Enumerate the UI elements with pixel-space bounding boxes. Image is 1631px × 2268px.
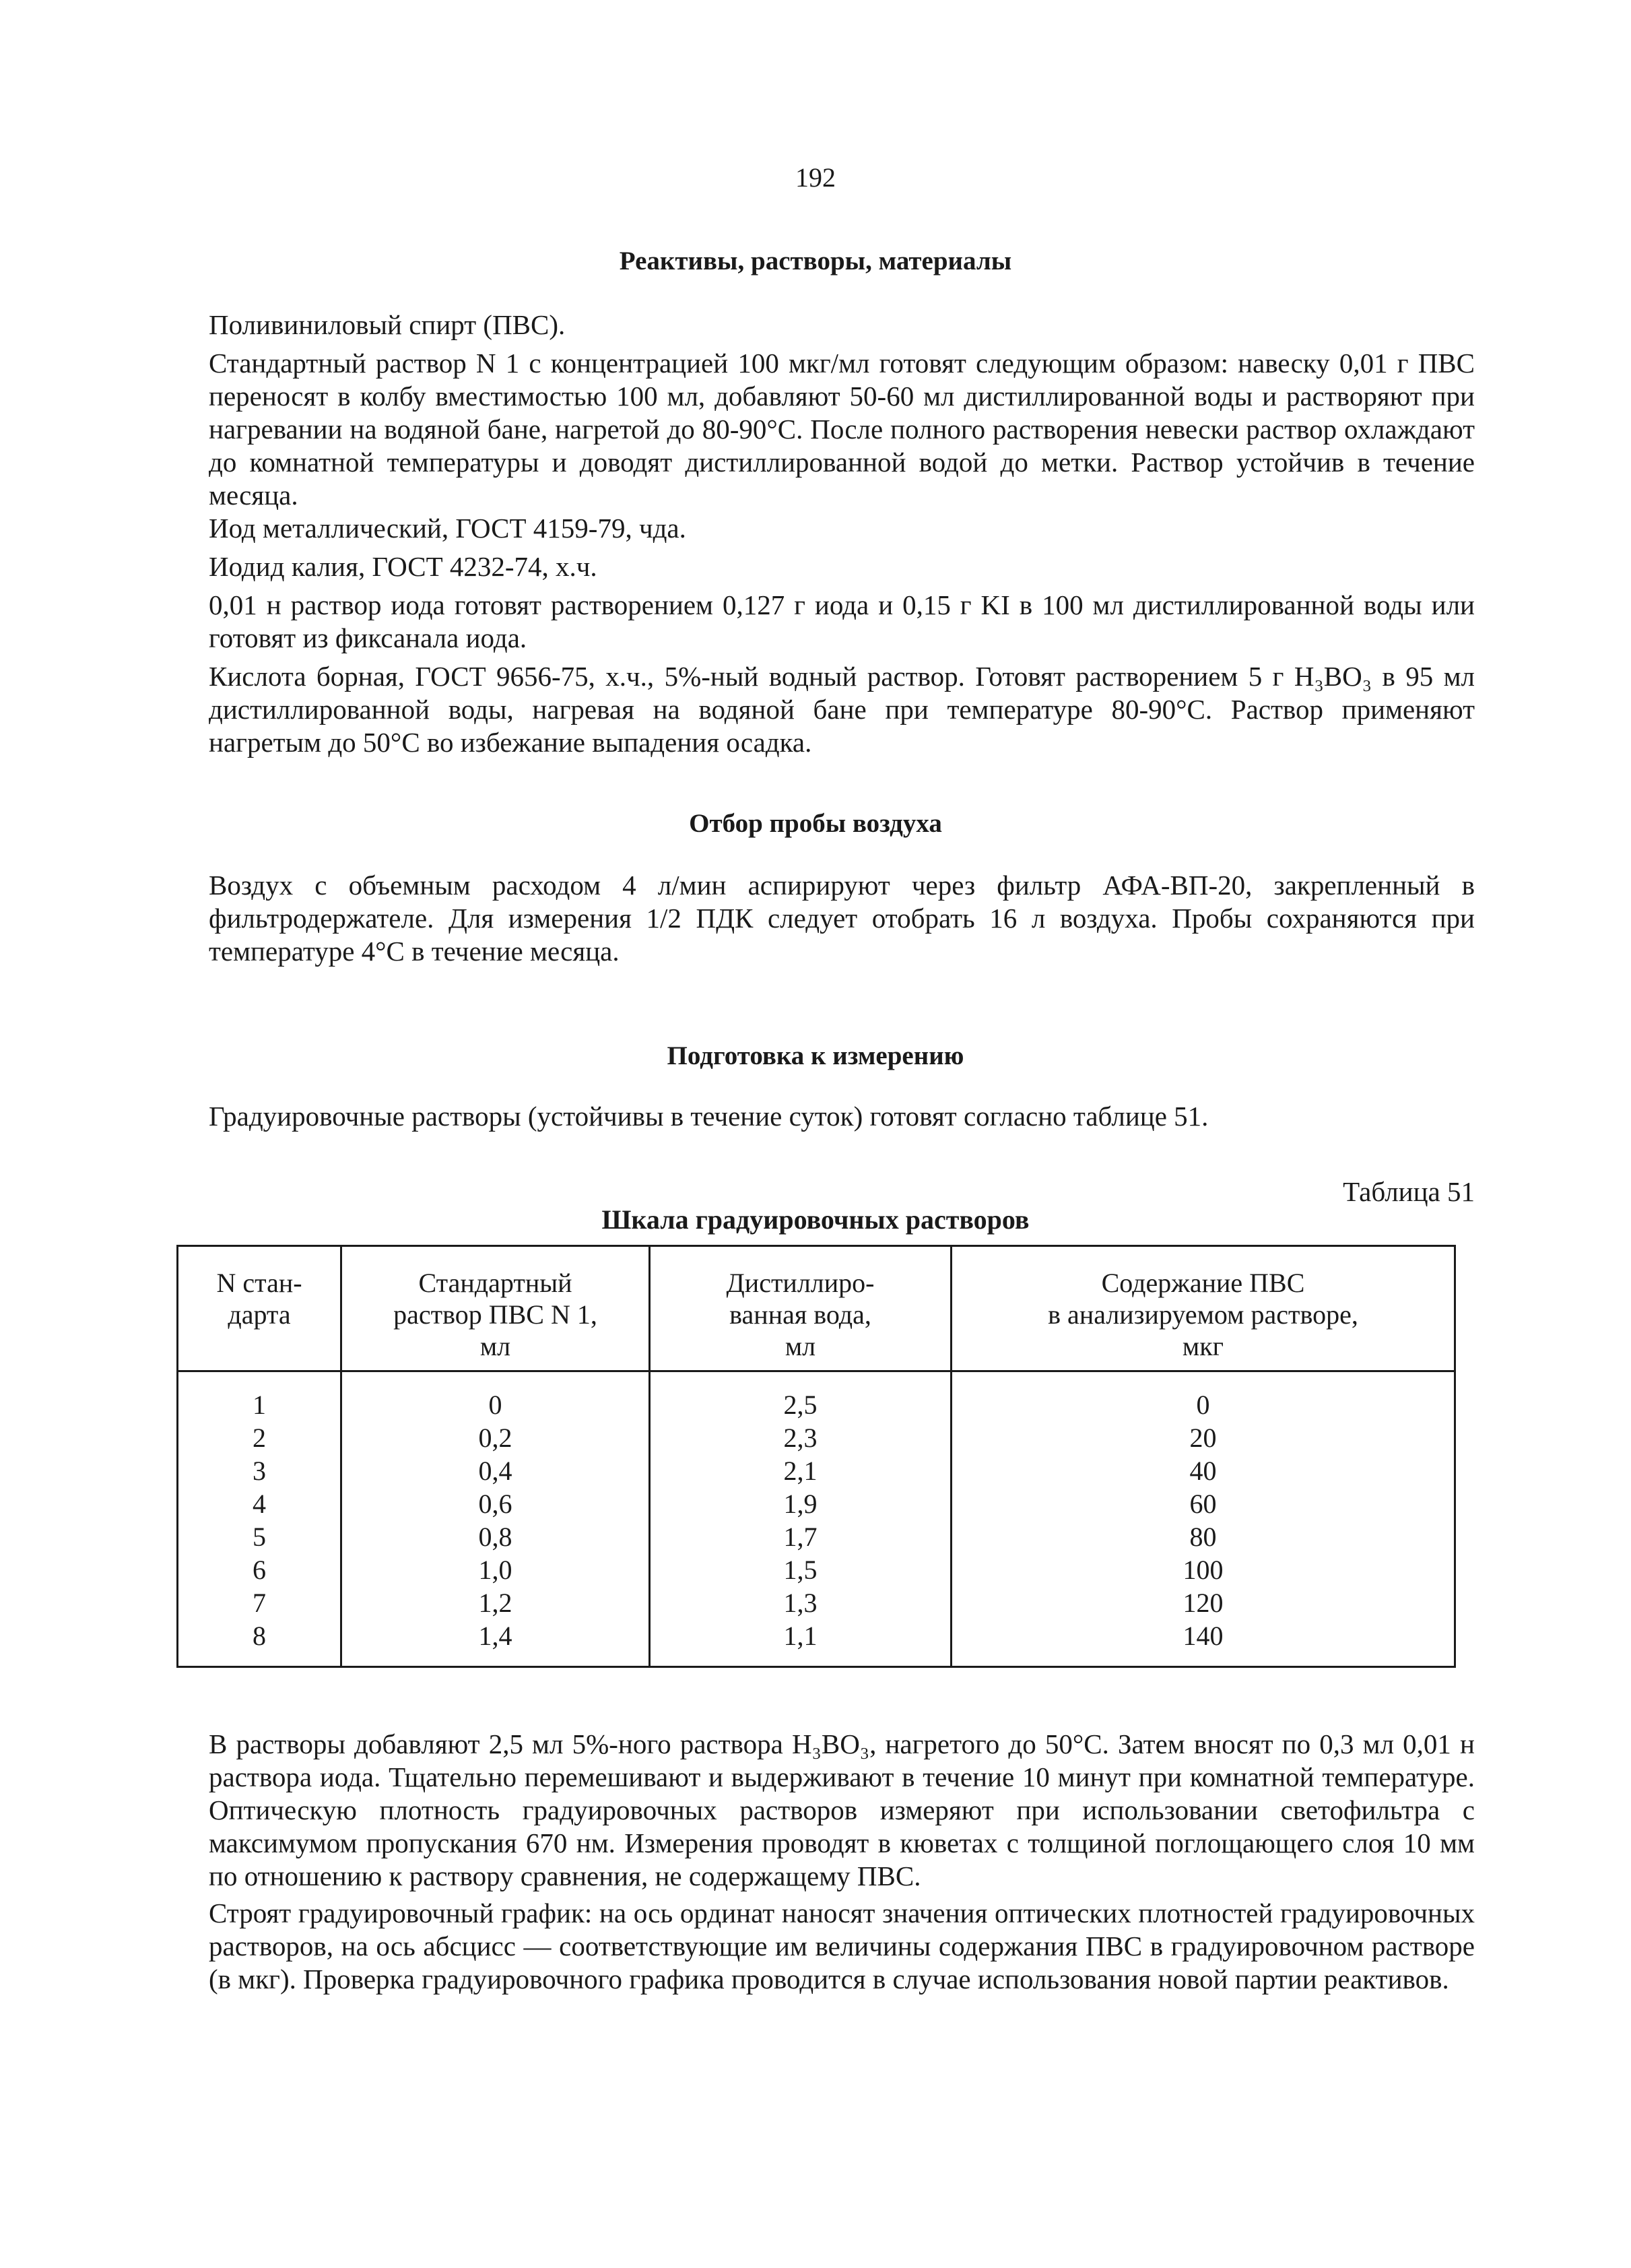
after-p2: Строят градуировочный график: на ось ординат наносят значения оптических плотностей градуировочных растворов, на ось абсцисс — соответствующие им величины содержания ПВС в градуировочном растворе (в мкг). Проверка градуировочного графика проводится в случае использования новой партии реактивов. — [209, 1898, 1475, 1995]
table-row — [178, 1619, 1455, 1666]
table-row — [178, 1487, 1455, 1520]
cell-water: 2,3 — [650, 1421, 952, 1454]
heading-preparation: Подготовка к измерению — [667, 1041, 964, 1070]
cell-content: 100 — [952, 1553, 1455, 1586]
header-standard-number: N стан- дарта — [178, 1247, 341, 1371]
table-bottom-rule — [176, 1666, 1456, 1668]
cell-water: 1,1 — [650, 1619, 952, 1666]
table-header-row — [178, 1247, 1455, 1371]
cell-std: 1,2 — [341, 1586, 650, 1619]
cell-water: 2,5 — [650, 1371, 952, 1422]
reagents-text — [209, 309, 1475, 759]
header-pvs-content: Содержание ПВС в анализируемом растворе, мкг — [952, 1247, 1455, 1371]
cell-water: 1,7 — [650, 1520, 952, 1553]
cell-content: 80 — [952, 1520, 1455, 1553]
cell-std: 0,8 — [341, 1520, 650, 1553]
reagents-p6: Кислота борная, ГОСТ 9656-75, х.ч., 5%-ный водный раствор. Готовят растворением 5 г H₃BO₃ в 95 мл дистиллированной воды, нагревая на водяной бане при температуре 80-90°С. Раствор применяют нагретым до 50°С во избежание выпадения осадка. — [209, 661, 1475, 758]
reagents-p5: 0,01 н раствор иода готовят растворением 0,127 г иода и 0,15 г KI в 100 мл дистиллированной воды или готовят из фиксанала иода. — [209, 589, 1475, 653]
after-table-text — [209, 1728, 1475, 1996]
cell-n: 5 — [178, 1520, 341, 1553]
table-row — [178, 1371, 1455, 1422]
cell-water: 1,3 — [650, 1586, 952, 1619]
cell-content: 140 — [952, 1619, 1455, 1666]
reagents-p4: Иодид калия, ГОСТ 4232-74, х.ч. — [209, 551, 597, 582]
calibration-table — [176, 1245, 1456, 1668]
cell-std: 0,4 — [341, 1454, 650, 1487]
sampling-text — [209, 869, 1475, 968]
table-row — [178, 1586, 1455, 1619]
cell-std: 1,4 — [341, 1619, 650, 1666]
cell-std: 1,0 — [341, 1553, 650, 1586]
cell-content: 20 — [952, 1421, 1455, 1454]
cell-n: 2 — [178, 1421, 341, 1454]
cell-n: 3 — [178, 1454, 341, 1487]
cell-content: 120 — [952, 1586, 1455, 1619]
table-row — [178, 1421, 1455, 1454]
cell-water: 2,1 — [650, 1454, 952, 1487]
reagents-p1: Поливиниловый спирт (ПВС). — [209, 309, 566, 340]
preparation-text — [209, 1100, 1475, 1133]
cell-n: 6 — [178, 1553, 341, 1586]
cell-n: 4 — [178, 1487, 341, 1520]
after-p1: В растворы добавляют 2,5 мл 5%-ного раствора H₃BO₃, нагретого до 50°С. Затем вносят по 0,3 мл 0,01 н раствора иода. Тщательно перемешивают и выдерживают в течение 10 минут при комнатной температуре. Оптическую плотность градуировочных растворов измеряют при использовании светофильтра с максимумом пропускания 670 нм. Измерения проводят в кюветах с толщиной поглощающего слоя 10 мм по отношению к раствору сравнения, не содержащему ПВС. — [209, 1728, 1475, 1891]
table-label: Таблица 51 — [1343, 1176, 1475, 1207]
cell-n: 1 — [178, 1371, 341, 1422]
cell-content: 0 — [952, 1371, 1455, 1422]
table-row — [178, 1454, 1455, 1487]
cell-water: 1,5 — [650, 1553, 952, 1586]
preparation-p1: Градуировочные растворы (устойчивы в течение суток) готовят согласно таблице 51. — [209, 1101, 1209, 1132]
table-row — [178, 1520, 1455, 1553]
cell-std: 0,2 — [341, 1421, 650, 1454]
reagents-p3: Иод металлический, ГОСТ 4159-79, чда. — [209, 513, 686, 544]
cell-content: 40 — [952, 1454, 1455, 1487]
heading-reagents: Реактивы, растворы, материалы — [619, 247, 1012, 276]
cell-n: 7 — [178, 1586, 341, 1619]
header-standard-solution: Стандартный раствор ПВС N 1, мл — [341, 1247, 650, 1371]
reagents-p2: Стандартный раствор N 1 с концентрацией 100 мкг/мл готовят следующим образом: навеску 0,01 г ПВС переносят в колбу вместимостью 100 мл, добавляют 50-60 мл дистиллированной воды и растворяют при нагревании на водяной бане, нагретой до 80-90°С. После полного растворения невески раствор охлаждают до комнатной температуры и доводят дистиллированной водой до метки. Раствор устойчив в течение месяца. — [209, 348, 1475, 511]
heading-sampling: Отбор пробы воздуха — [689, 809, 942, 838]
page-number: 192 — [795, 162, 836, 193]
table-row — [178, 1553, 1455, 1586]
cell-std: 0,6 — [341, 1487, 650, 1520]
table-title: Шкала градуировочных растворов — [601, 1204, 1030, 1235]
cell-std: 0 — [341, 1371, 650, 1422]
header-distilled-water: Дистиллиро- ванная вода, мл — [650, 1247, 952, 1371]
cell-n: 8 — [178, 1619, 341, 1666]
cell-water: 1,9 — [650, 1487, 952, 1520]
cell-content: 60 — [952, 1487, 1455, 1520]
sampling-p1: Воздух с объемным расходом 4 л/мин аспирируют через фильтр АФА-ВП-20, закрепленный в фильтродержателе. Для измерения 1/2 ПДК следует отобрать 16 л воздуха. Пробы сохраняются при температуре 4°С в течение месяца. — [209, 870, 1475, 967]
